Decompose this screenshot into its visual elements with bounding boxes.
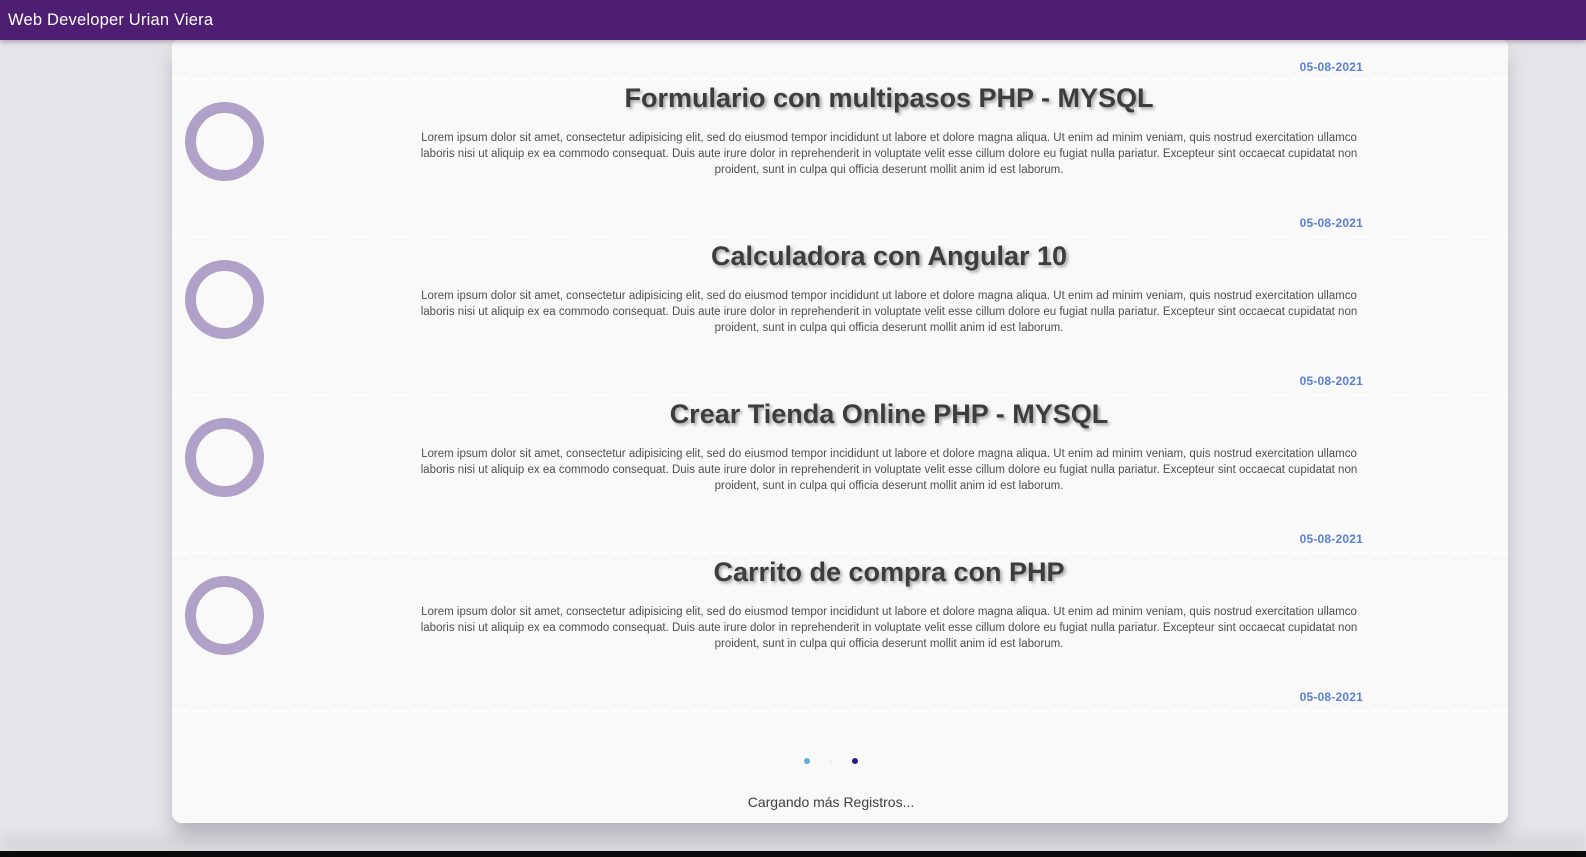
post-row	[172, 554, 1508, 712]
avatar-column	[172, 80, 415, 236]
post-title: Crear Tienda Online PHP - MYSQL	[669, 399, 1109, 429]
post-date: 05-08-2021	[1299, 374, 1363, 388]
post-date: 05-08-2021	[1299, 216, 1363, 230]
avatar-circle-icon	[185, 260, 264, 339]
post-date: 05-08-2021	[1299, 532, 1363, 546]
loading-section	[172, 712, 1508, 823]
posts-card[interactable]	[172, 40, 1508, 823]
post-body: Lorem ipsum dolor sit amet, consectetur adipisicing elit, sed do eiusmod tempor incididunt ut labore et dolore magna aliqua. Ut enim ad minim veniam, quis nostrud exercitation ullamco laboris nisi ut aliquip ex ea commodo consequat. Duis aute irure dolor in reprehenderit in voluptate velit esse cillum dolore eu fugiat nulla pariatur. Excepteur sint occaecat cupidatat non proident, sunt in culpa qui officia deserunt mollit anim id est laborum.	[420, 132, 1358, 176]
post-body: Lorem ipsum dolor sit amet, consectetur adipisicing elit, sed do eiusmod tempor incididunt ut labore et dolore magna aliqua. Ut enim ad minim veniam, quis nostrud exercitation ullamco laboris nisi ut aliquip ex ea commodo consequat. Duis aute irure dolor in reprehenderit in voluptate velit esse cillum dolore eu fugiat nulla pariatur. Excepteur sint occaecat cupidatat non proident, sunt in culpa qui officia deserunt mollit anim id est laborum.	[420, 448, 1358, 492]
post-date: 05-08-2021	[1299, 690, 1363, 704]
avatar-circle-icon	[185, 576, 264, 655]
avatar-column	[172, 554, 415, 710]
loading-text: Cargando más Registros...	[747, 794, 915, 810]
avatar-circle-icon	[185, 102, 264, 181]
post-title: Formulario con multipasos PHP - MYSQL	[624, 83, 1154, 113]
spinner-dot-icon	[804, 758, 810, 764]
post-content	[415, 80, 1363, 236]
post-content	[415, 238, 1363, 394]
post-body: Lorem ipsum dolor sit amet, consectetur adipisicing elit, sed do eiusmod tempor incididunt ut labore et dolore magna aliqua. Ut enim ad minim veniam, quis nostrud exercitation ullamco laboris nisi ut aliquip ex ea commodo consequat. Duis aute irure dolor in reprehenderit in voluptate velit esse cillum dolore eu fugiat nulla pariatur. Excepteur sint occaecat cupidatat non proident, sunt in culpa qui officia deserunt mollit anim id est laborum.	[420, 290, 1358, 334]
post-title: Calculadora con Angular 10	[710, 241, 1068, 271]
post-date: 05-08-2021	[1299, 60, 1363, 74]
post-content	[415, 554, 1363, 710]
post-body: Lorem ipsum dolor sit amet, consectetur adipisicing elit, sed do eiusmod tempor incididunt ut labore et dolore magna aliqua. Ut enim ad minim veniam, quis nostrud exercitation ullamco laboris nisi ut aliquip ex ea commodo consequat. Duis aute irure dolor in reprehenderit in voluptate velit esse cillum dolore eu fugiat nulla pariatur. Excepteur sint occaecat cupidatat non proident, sunt in culpa qui officia deserunt mollit anim id est laborum.	[420, 606, 1358, 650]
app-header	[0, 0, 1586, 40]
post-title: Carrito de compra con PHP	[713, 557, 1065, 587]
post-row-partial	[172, 40, 1508, 80]
bottom-bar	[0, 851, 1586, 857]
post-content	[415, 396, 1363, 552]
avatar-column	[172, 238, 415, 394]
post-row	[172, 238, 1508, 396]
avatar-column	[172, 396, 415, 552]
loading-spinner-icon	[172, 712, 1490, 764]
spinner-dot-icon	[852, 758, 858, 764]
app-title: Web Developer Urian Viera	[8, 10, 214, 29]
post-row	[172, 80, 1508, 238]
avatar-circle-icon	[185, 418, 264, 497]
spinner-dot-icon	[829, 759, 833, 763]
post-row	[172, 396, 1508, 554]
